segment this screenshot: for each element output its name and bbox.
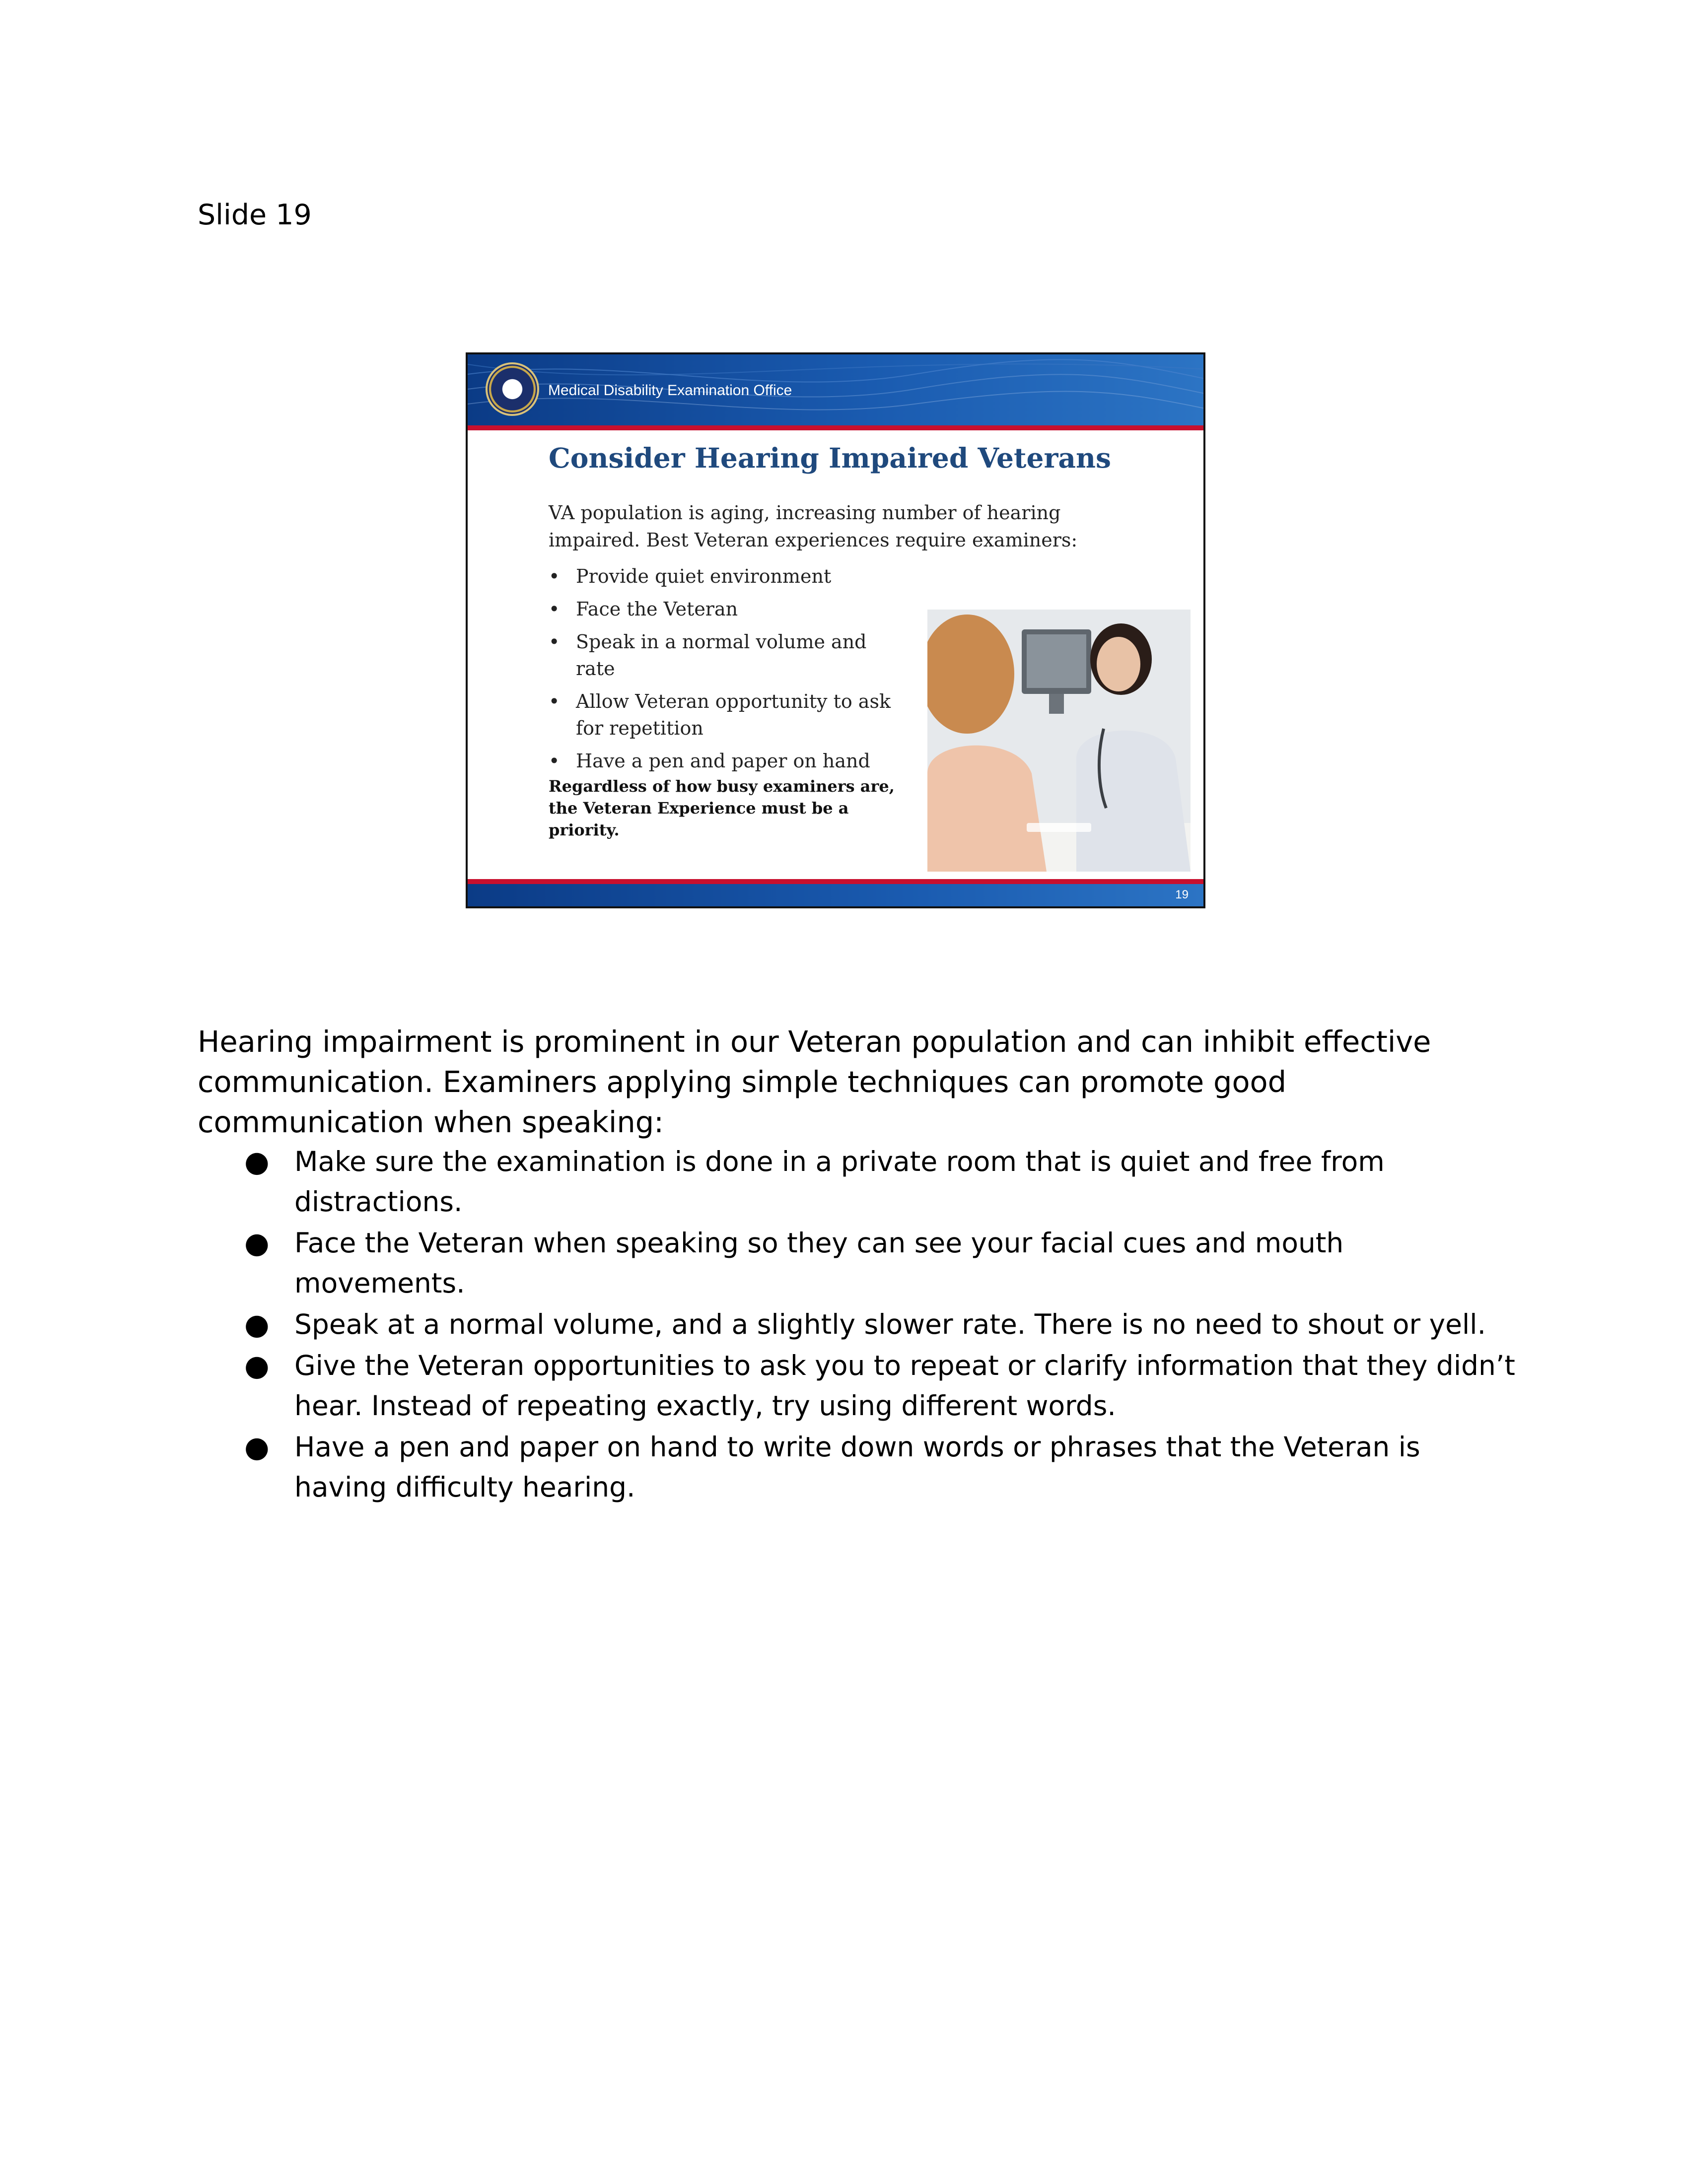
notes-list-item: ● Have a pen and paper on hand to write down words or phrases that the Veteran is having difficulty hearing. bbox=[198, 1427, 1518, 1507]
slide-bullet-item: • Speak in a normal volume and rate bbox=[549, 628, 906, 682]
notes-list-item: ● Give the Veteran opportunities to ask you to repeat or clarify information that they didn’t hear. Instead of repeating exactly, try using different words. bbox=[198, 1346, 1518, 1426]
slide-title: Consider Hearing Impaired Veterans bbox=[549, 442, 1112, 474]
bullet-icon: ● bbox=[244, 1430, 270, 1464]
bullet-icon: • bbox=[549, 565, 560, 587]
slide-footer-bar bbox=[468, 884, 1203, 908]
slide-label: Slide 19 bbox=[198, 199, 312, 231]
slide-priority-note: Regardless of how busy examiners are, the Veteran Experience must be a priority. bbox=[549, 777, 895, 839]
bullet-icon: • bbox=[549, 690, 560, 712]
notes-list-item: ● Face the Veteran when speaking so they can see your facial cues and mouth movements. bbox=[198, 1223, 1518, 1303]
bullet-icon: • bbox=[549, 598, 560, 620]
bullet-icon: ● bbox=[244, 1145, 270, 1178]
slide-bullet-item: • Face the Veteran bbox=[549, 596, 906, 622]
bullet-icon: ● bbox=[244, 1226, 270, 1260]
slide-bullet-item: • Have a pen and paper on hand bbox=[549, 748, 906, 774]
header-accent-stripe bbox=[468, 425, 1203, 430]
speaker-notes-list bbox=[198, 1142, 1518, 1508]
va-seal-logo bbox=[486, 362, 539, 416]
notes-list-item: ● Speak at a normal volume, and a slightly slower rate. There is no need to shout or yell. bbox=[198, 1304, 1518, 1345]
header-office-name: Medical Disability Examination Office bbox=[548, 382, 792, 399]
bullet-icon: • bbox=[549, 631, 560, 653]
notes-list-item: ● Make sure the examination is done in a private room that is quiet and free from distractions. bbox=[198, 1142, 1518, 1222]
slide-number: 19 bbox=[1175, 888, 1189, 901]
slide-bullet-item: • Provide quiet environment bbox=[549, 563, 906, 590]
doctor-patient-photo bbox=[927, 610, 1191, 872]
bullet-icon: • bbox=[549, 750, 560, 772]
slide-intro-text: VA population is aging, increasing number of hearing impaired. Best Veteran experiences require examiners: bbox=[549, 502, 1078, 551]
slide-header-banner bbox=[468, 354, 1203, 425]
bullet-icon: ● bbox=[244, 1307, 270, 1341]
slide-bullet-item: • Allow Veteran opportunity to ask for repetition bbox=[549, 688, 906, 742]
bullet-icon: ● bbox=[244, 1349, 270, 1382]
slide-bullet-list bbox=[549, 563, 906, 780]
speaker-notes-intro: Hearing impairment is prominent in our Veteran population and can inhibit effective communication. Examiners applying simple techniques can promote good communication when speaking: bbox=[198, 1024, 1431, 1139]
slide-thumbnail bbox=[466, 352, 1205, 908]
footer-accent-stripe bbox=[468, 879, 1203, 884]
